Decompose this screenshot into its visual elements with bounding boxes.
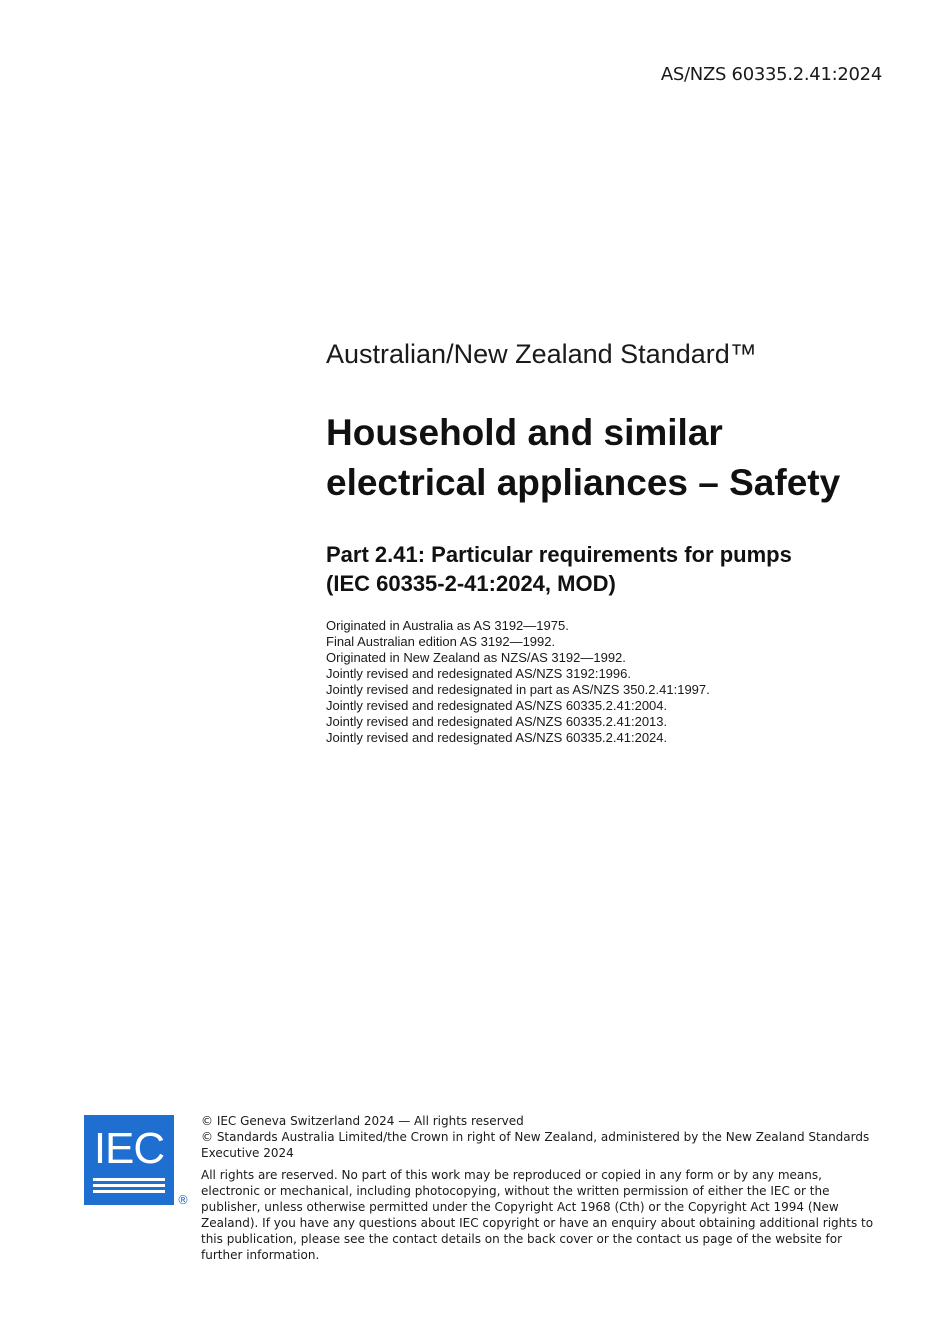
title-line: Household and similar: [326, 412, 723, 453]
history-item: Jointly revised and redesignated AS/NZS 60335.2.41:2024.: [326, 730, 668, 745]
history-item: Jointly revised and redesignated AS/NZS 60335.2.41:2013.: [326, 714, 668, 729]
part-line: (IEC 60335-2-41:2024, MOD): [326, 571, 616, 596]
cover-main: [326, 338, 906, 746]
document-code: AS/NZS 60335.2.41:2024: [660, 64, 882, 85]
history-item: Final Australian edition AS 3192—1992.: [326, 634, 556, 649]
iec-logo-lines: [93, 1178, 165, 1196]
iec-logo-box: [84, 1115, 174, 1205]
history-item: Originated in New Zealand as NZS/AS 3192—1992.: [326, 650, 626, 665]
history-item: Originated in Australia as AS 3192—1975.: [326, 618, 569, 633]
standard-type: Australian/New Zealand Standard™: [326, 339, 757, 369]
history-item: Jointly revised and redesignated AS/NZS 60335.2.41:2004.: [326, 698, 668, 713]
iec-logo-text: IEC: [93, 1124, 165, 1173]
part-line: Part 2.41: Particular requirements for pumps: [326, 542, 792, 567]
registered-mark-icon: ®: [177, 1193, 189, 1207]
history-item: Jointly revised and redesignated in part as AS/NZS 350.2.41:1997.: [326, 682, 710, 697]
publication-history: [326, 618, 906, 746]
copyright-text: [201, 1113, 881, 1263]
copyright-iec: © IEC Geneva Switzerland 2024 — All rights reserved: [201, 1114, 524, 1128]
iec-logo-icon: [84, 1115, 190, 1215]
document-title: [326, 408, 906, 508]
copyright-standards-australia: © Standards Australia Limited/the Crown in right of New Zealand, administered by the New Zealand Standards Executive 2024: [201, 1130, 870, 1160]
part-title: [326, 540, 906, 598]
rights-notice: All rights are reserved. No part of this work may be reproduced or copied in any form or by any means, electronic or mechanical, including photocopying, without the written permission of either the IEC or the publisher, unless otherwise permitted under the Copyright Act 1968 (Cth) or the Copyright Act 1994 (New Zealand). If you have any questions about IEC copyright or have an enquiry about obtaining additional rights to this publication, please see the contact details on the back cover or the contact us page of the website for further information.: [201, 1168, 874, 1262]
history-item: Jointly revised and redesignated AS/NZS 3192:1996.: [326, 666, 631, 681]
title-line: electrical appliances – Safety: [326, 462, 841, 503]
